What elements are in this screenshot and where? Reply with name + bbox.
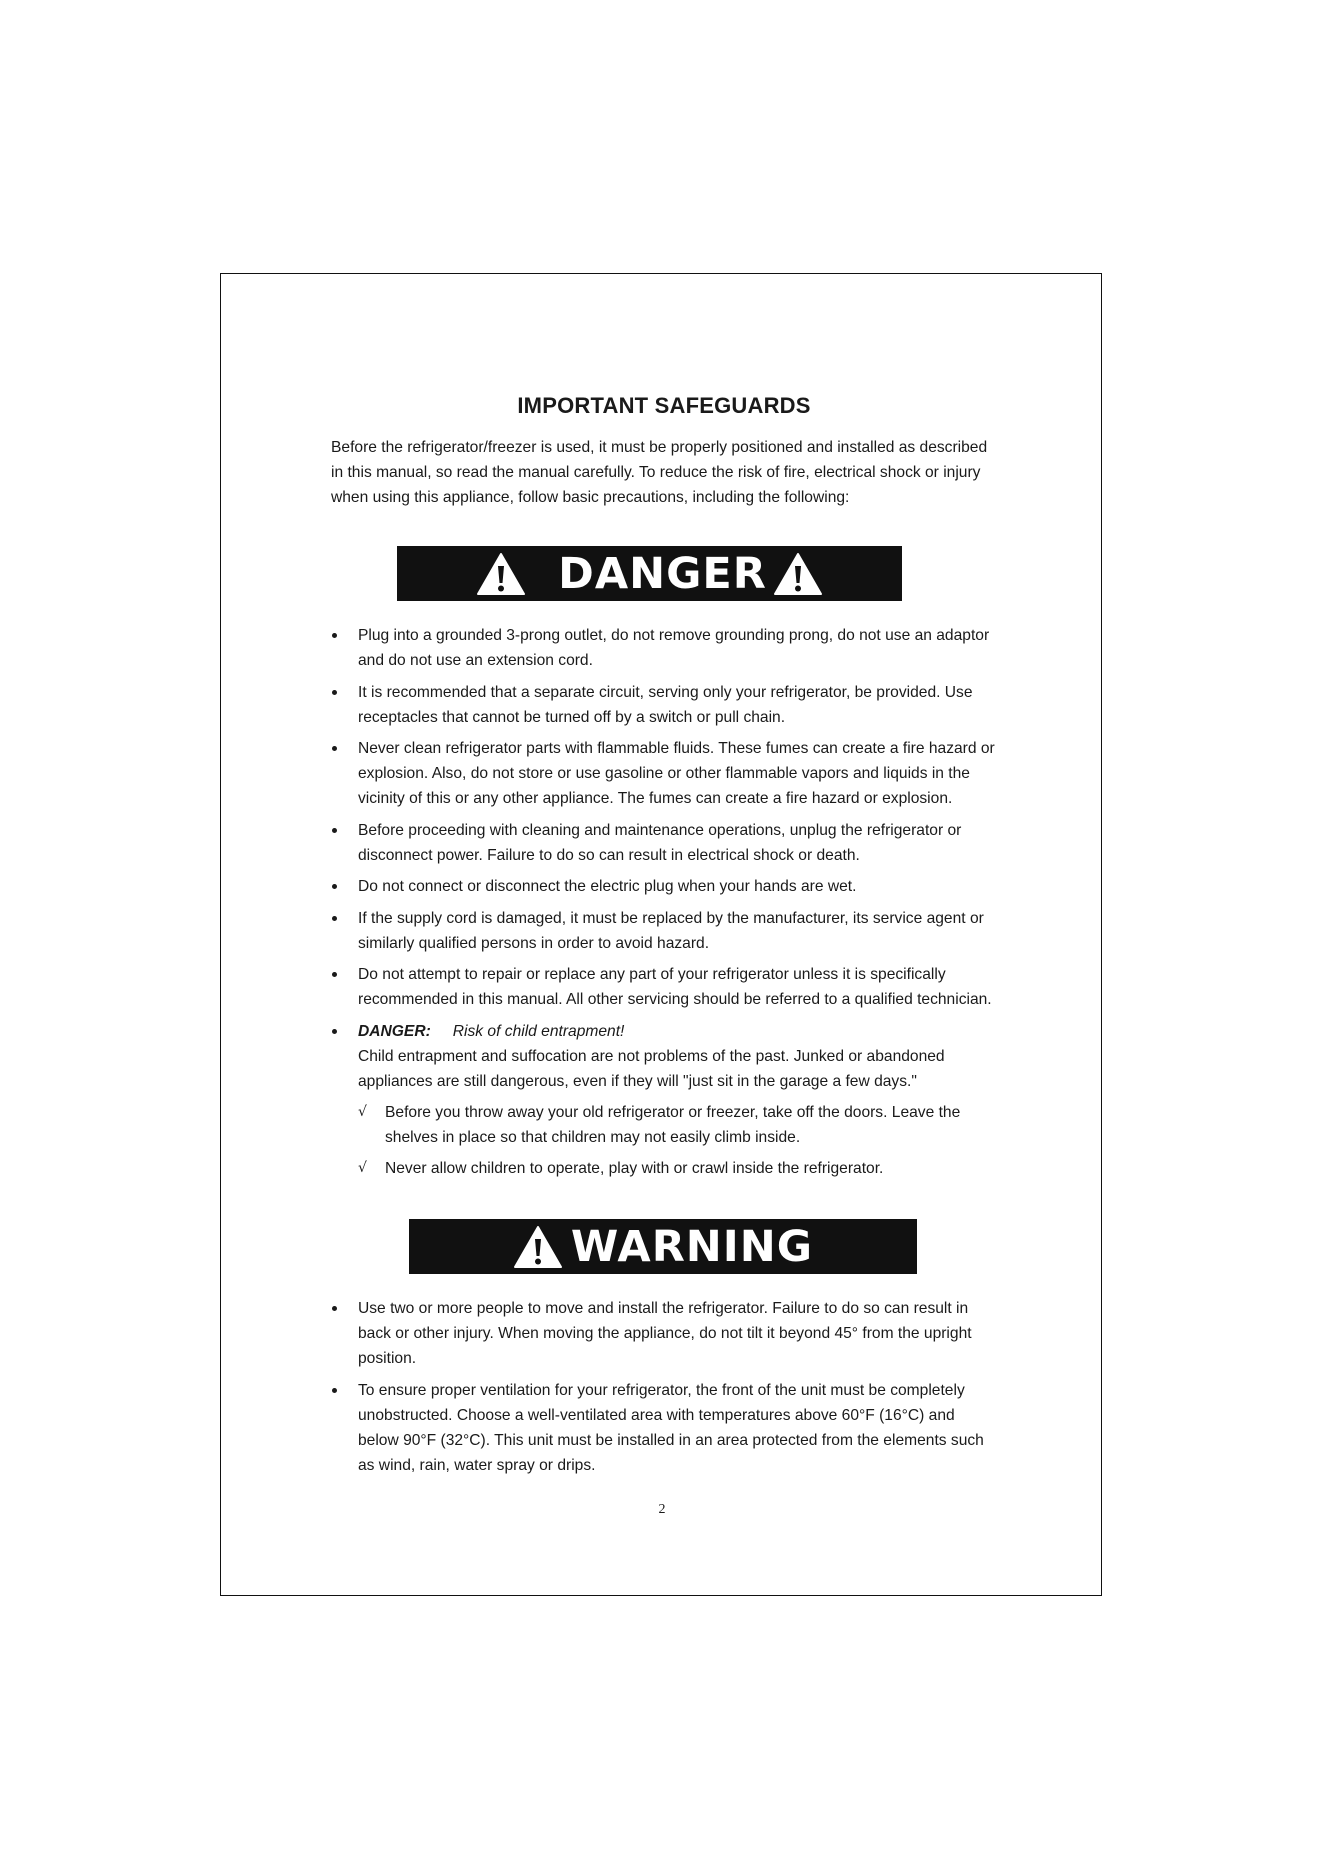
child-danger-text: Child entrapment and suffocation are not problems of the past. Junked or abandoned appliances are still dangerous, even if they will "just sit in the garage a few days." [358, 1047, 945, 1090]
list-item: Before proceeding with cleaning and maintenance operations, unplug the refrigerator or disconnect power. Failure to do so can result in electrical shock or death. [331, 818, 997, 868]
child-danger-heading [358, 1019, 997, 1044]
warning-list [331, 1296, 997, 1478]
check-item-text: Never allow children to operate, play with or crawl inside the refrigerator. [385, 1160, 884, 1177]
list-item: Do not attempt to repair or replace any part of your refrigerator unless it is specifically recommended in this manual. All other servicing should be referred to a qualified technician. [331, 962, 997, 1012]
check-mark-icon: √ [358, 1103, 367, 1120]
list-item: To ensure proper ventilation for your refrigerator, the front of the unit must be completely unobstructed. Choose a well-ventilated area with temperatures above 60°F (16°C) and below 90°F (32°C). This unit must be installed in an area protected from the elements such as wind, rain, water spray or drips. [331, 1378, 997, 1478]
warning-banner [409, 1219, 917, 1274]
check-item [358, 1100, 997, 1150]
warning-banner-text: WARNING [570, 1221, 814, 1272]
intro-paragraph: Before the refrigerator/freezer is used, it must be properly positioned and installed as described in this manual, so read the manual carefully. To reduce the risk of fire, electrical shock or injury when using this appliance, follow basic precautions, including the following: [331, 439, 988, 506]
child-danger-item [331, 1019, 997, 1182]
list-item: Use two or more people to move and install the refrigerator. Failure to do so can result in back or other injury. When moving the appliance, do not tilt it beyond 45° from the upright position. [331, 1296, 997, 1371]
page-title: IMPORTANT SAFEGUARDS [517, 393, 811, 418]
list-item: Never clean refrigerator parts with flammable fluids. These fumes can create a fire hazard or explosion. Also, do not store or use gasoline or other flammable vapors and liquids in the vicinity of this or any other appliance. The fumes can create a fire hazard or explosion. [331, 736, 997, 811]
danger-banner-text: DANGER [558, 548, 767, 599]
list-item: It is recommended that a separate circuit, serving only your refrigerator, be provided. Use receptacles that cannot be turned off by a switch or pull chain. [331, 680, 997, 730]
danger-subtitle: Risk of child entrapment! [452, 1022, 625, 1040]
list-item: Plug into a grounded 3-prong outlet, do not remove grounding prong, do not use an adaptor and do not use an extension cord. [331, 623, 997, 673]
check-list [358, 1100, 997, 1182]
danger-banner [397, 546, 902, 601]
page-content [331, 393, 997, 1484]
check-item [358, 1156, 997, 1181]
page-number: 2 [658, 1502, 666, 1517]
check-mark-icon: √ [358, 1160, 367, 1176]
list-item: If the supply cord is damaged, it must be replaced by the manufacturer, its service agent or similarly qualified persons in order to avoid hazard. [331, 906, 997, 956]
warning-triangle-icon [773, 552, 823, 596]
check-item-text: Before you throw away your old refrigerator or freezer, take off the doors. Leave the shelves in place so that children may not easily climb inside. [385, 1103, 961, 1146]
danger-label: DANGER: [358, 1022, 431, 1040]
danger-list [331, 623, 997, 1181]
list-item: Do not connect or disconnect the electric plug when your hands are wet. [331, 874, 997, 899]
warning-triangle-icon [476, 552, 526, 596]
warning-triangle-icon [513, 1225, 563, 1269]
